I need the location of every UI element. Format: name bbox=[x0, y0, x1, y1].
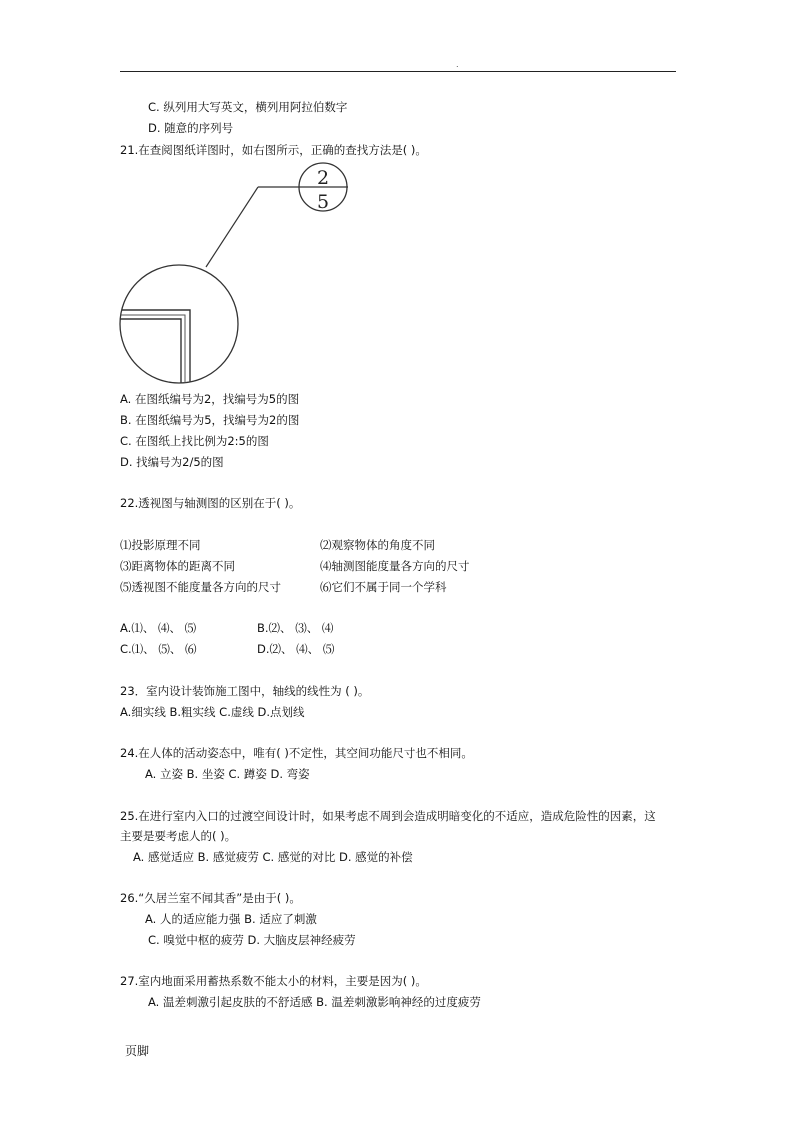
q26-stem: 26.“久居兰室不闻其香”是由于( )。 bbox=[120, 891, 301, 905]
header-mark: . bbox=[456, 60, 459, 69]
q26-options-line2: C. 嗅觉中枢的疲劳 D. 大脑皮层神经疲劳 bbox=[148, 933, 356, 947]
detail-index-leader-diag bbox=[206, 187, 258, 267]
q26-options-line1: A. 人的适应能力强 B. 适应了刺激 bbox=[145, 912, 317, 926]
q25-stem-line2: 主要是要考虑人的( )。 bbox=[120, 829, 237, 843]
q22-item-4: ⑷轴测图能度量各方向的尺寸 bbox=[320, 559, 470, 573]
q23-options: A.细实线 B.粗实线 C.虚线 D.点划线 bbox=[120, 705, 305, 719]
magnified-corner-detail bbox=[116, 310, 190, 390]
q22-item-5: ⑸透视图不能度量各方向的尺寸 bbox=[120, 580, 281, 594]
q24-stem: 24.在人体的活动姿态中，唯有( )不定性，其空间功能尺寸也不相同。 bbox=[120, 746, 473, 760]
q25-stem-line1: 25.在进行室内入口的过渡空间设计时，如果考虑不周到会造成明暗变化的不适应，造成危险性的因素，这 bbox=[120, 809, 656, 823]
q22-stem: 22.透视图与轴测图的区别在于( )。 bbox=[120, 496, 301, 510]
page-footer: 页脚 bbox=[125, 1044, 150, 1058]
q21-stem: 21.在查阅图纸详图时，如右图所示，正确的查找方法是( )。 bbox=[120, 143, 427, 157]
detail-top-number: 2 bbox=[316, 167, 330, 189]
q23-stem: 23．室内设计装饰施工图中，轴线的线性为 ( )。 bbox=[120, 684, 370, 698]
q24-options: A. 立姿 B. 坐姿 C. 蹲姿 D. 弯姿 bbox=[145, 767, 310, 781]
q20-option-d: D. 随意的序列号 bbox=[148, 121, 234, 135]
q22-item-2: ⑵观察物体的角度不同 bbox=[320, 538, 435, 552]
q21-option-b: B. 在图纸编号为5，找编号为2的图 bbox=[120, 413, 300, 427]
header-rule bbox=[120, 71, 676, 72]
q22-option-d: D.⑵、 ⑷、 ⑸ bbox=[257, 642, 335, 656]
q22-option-c: C.⑴、 ⑸、 ⑹ bbox=[120, 642, 197, 656]
detail-bottom-number: 5 bbox=[316, 191, 330, 213]
magnified-circle bbox=[120, 265, 238, 383]
detail-index-figure bbox=[116, 158, 356, 390]
q22-option-b: B.⑵、 ⑶、 ⑷ bbox=[257, 621, 334, 635]
q27-options: A. 温差刺激引起皮肤的不舒适感 B. 温差刺激影响神经的过度疲劳 bbox=[148, 995, 481, 1009]
q20-option-c: C. 纵列用大写英文，横列用阿拉伯数字 bbox=[148, 100, 348, 114]
q21-option-a: A. 在图纸编号为2，找编号为5的图 bbox=[120, 392, 300, 406]
q21-option-d: D. 找编号为2/5的图 bbox=[120, 455, 224, 469]
q27-stem: 27.室内地面采用蓄热系数不能太小的材料，主要是因为( )。 bbox=[120, 974, 427, 988]
q22-option-a: A.⑴、 ⑷、 ⑸ bbox=[120, 621, 197, 635]
q21-option-c: C. 在图纸上找比例为2:5的图 bbox=[120, 434, 269, 448]
q22-item-3: ⑶距离物体的距离不同 bbox=[120, 559, 235, 573]
q22-item-1: ⑴投影原理不同 bbox=[120, 538, 201, 552]
q25-options: A. 感觉适应 B. 感觉疲劳 C. 感觉的对比 D. 感觉的补偿 bbox=[133, 850, 413, 864]
q22-item-6: ⑹它们不属于同一个学科 bbox=[320, 580, 447, 594]
